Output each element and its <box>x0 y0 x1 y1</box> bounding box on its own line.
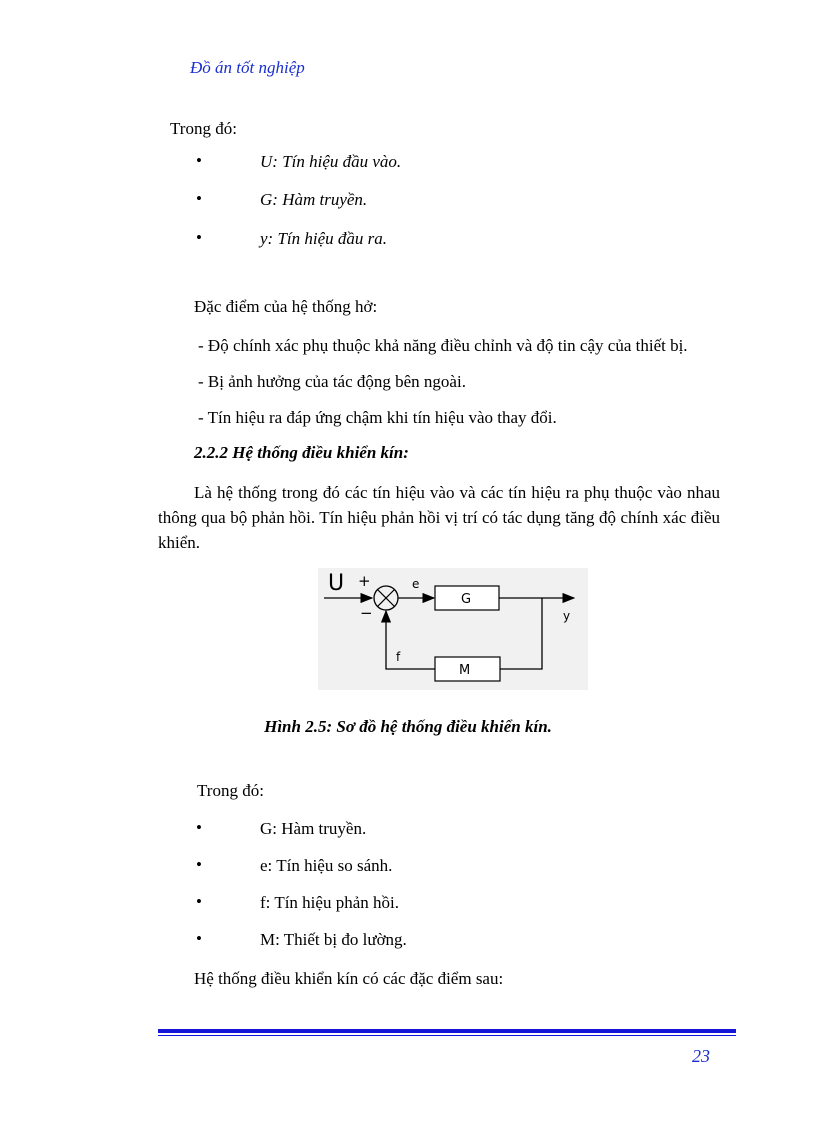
where-label: Trong đó: <box>197 781 264 800</box>
closed-loop-paragraph: Là hệ thống trong đó các tín hiệu vào và các tín hiệu ra phụ thuộc vào nhau thông qua bộ phản hồi. Tín hiệu phản hồi vị trí có tác dụng tăng độ chính xác điều khiển. <box>158 483 720 552</box>
list-item: G: Hàm truyền. <box>260 190 368 209</box>
summing-junction-icon <box>374 586 398 610</box>
closed-loop-features-title: Hệ thống điều khiển kín có các đặc điểm sau: <box>194 969 504 988</box>
bullet-icon: • <box>196 189 202 208</box>
bullet-icon: • <box>196 892 202 911</box>
closed-loop-diagram <box>318 568 588 690</box>
output-label: y <box>563 609 571 623</box>
feature-item: - Bị ảnh hưởng của tác động bên ngoài. <box>198 372 466 391</box>
feedback-label: f <box>396 650 401 664</box>
bullet-icon: • <box>196 151 202 170</box>
page-number: 23 <box>692 1046 710 1066</box>
bullet-icon: • <box>196 818 202 837</box>
open-loop-features-title: Đặc điểm của hệ thống hở: <box>194 297 378 316</box>
list-item: U: Tín hiệu đầu vào. <box>260 152 402 171</box>
bullet-icon: • <box>196 228 202 247</box>
feedback-arrow <box>386 611 435 669</box>
input-label: U <box>328 571 345 596</box>
minus-sign: − <box>360 604 373 622</box>
list-item: M: Thiết bị đo lường. <box>260 930 407 949</box>
feature-item: - Tín hiệu ra đáp ứng chậm khi tín hiệu vào thay đổi. <box>198 408 557 427</box>
forward-block-label: G <box>461 592 472 607</box>
list-item: f: Tín hiệu phản hồi. <box>260 893 399 912</box>
list-item: G: Hàm truyền. <box>260 819 367 838</box>
list-item: e: Tín hiệu so sánh. <box>260 856 393 875</box>
figure-caption: Hình 2.5: Sơ đồ hệ thống điều khiển kín. <box>264 717 552 736</box>
where-label: Trong đó: <box>170 119 237 138</box>
feature-item: - Độ chính xác phụ thuộc khả năng điều chỉnh và độ tin cậy của thiết bị. <box>198 336 688 355</box>
plus-sign: + <box>358 572 371 590</box>
footer-rule-thin <box>158 1035 736 1036</box>
footer-rule <box>158 1029 736 1033</box>
bullet-icon: • <box>196 929 202 948</box>
feedback-line-right <box>500 598 542 669</box>
section-heading: 2.2.2 Hệ thống điều khiển kín: <box>194 443 409 462</box>
document-header: Đồ án tốt nghiệp <box>190 58 305 77</box>
error-label: e <box>412 577 420 591</box>
list-item: y: Tín hiệu đầu ra. <box>260 229 388 248</box>
feedback-block-label: M <box>459 663 471 678</box>
bullet-icon: • <box>196 855 202 874</box>
